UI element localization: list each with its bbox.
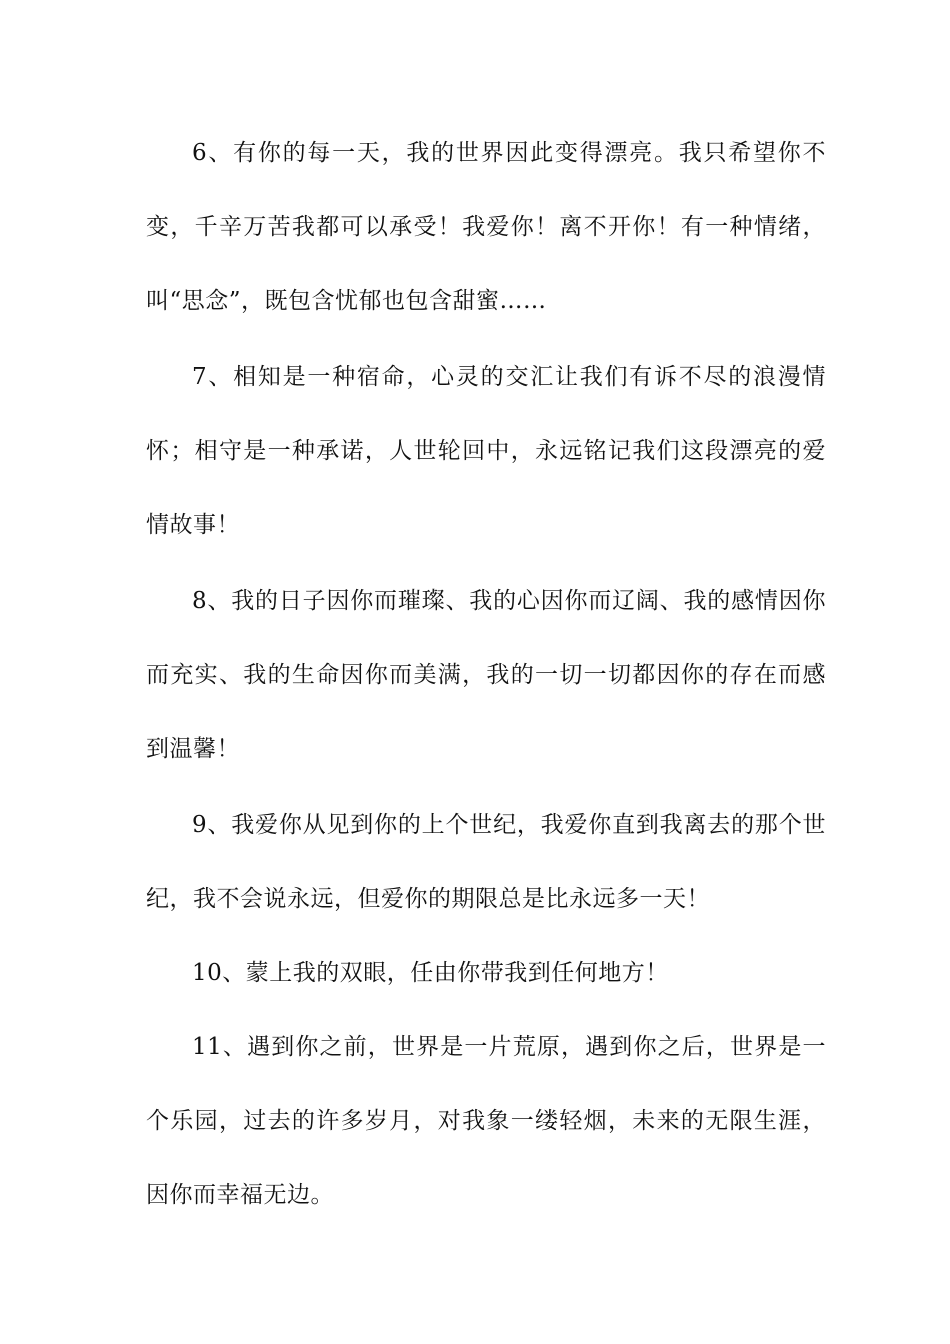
paragraph-7: 7、相知是一种宿命，心灵的交汇让我们有诉不尽的浪漫情怀；相守是一种承诺，人世轮回中，永远铭记我们这段漂亮的爱情故事！ — [146, 364, 826, 538]
paragraph-8: 8、我的日子因你而璀璨、我的心因你而辽阔、我的感情因你而充实、我的生命因你而美满，我的一切一切都因你的存在而感到温馨！ — [146, 588, 826, 762]
paragraph-10: 10、蒙上我的双眼，任由你带我到任何地方！ — [192, 960, 669, 986]
paragraph-11: 11、遇到你之前，世界是一片荒原，遇到你之后，世界是一个乐园，过去的许多岁月，对我象一缕轻烟，未来的无限生涯，因你而幸福无边。 — [146, 1034, 826, 1208]
paragraph-6: 6、有你的每一天，我的世界因此变得漂亮。我只希望你不变，千辛万苦我都可以承受！我爱你！离不开你！有一种情绪，叫“思念”，既包含忧郁也包含甜蜜…… — [146, 140, 826, 314]
paragraph-9: 9、我爱你从见到你的上个世纪，我爱你直到我离去的那个世纪，我不会说永远，但爱你的期限总是比永远多一天！ — [146, 812, 826, 912]
